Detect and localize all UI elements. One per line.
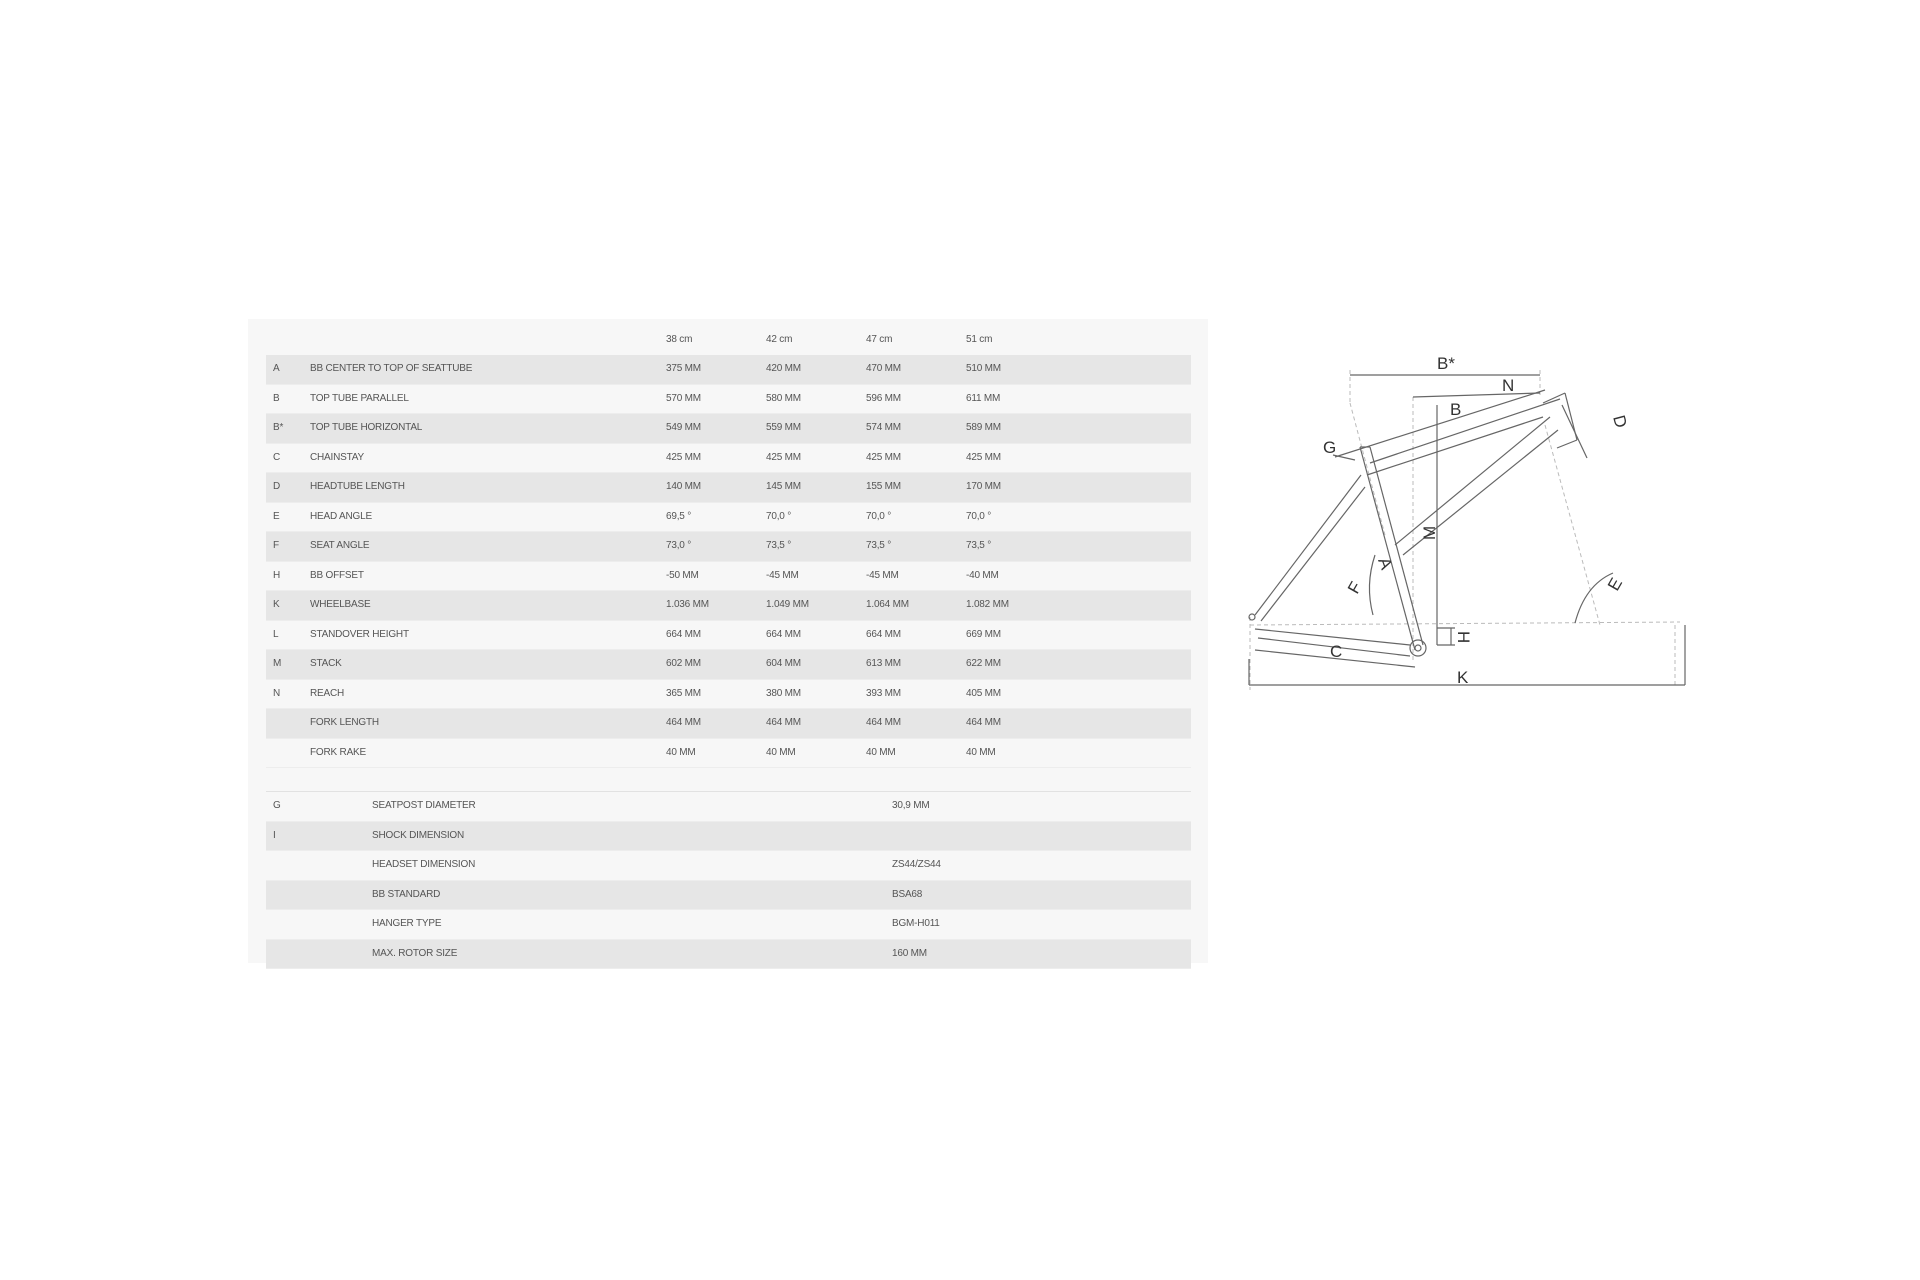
spec-value: 160 MM	[892, 947, 927, 959]
spec-row	[266, 910, 1191, 940]
row-value: 69,5 °	[666, 510, 692, 522]
spec-code: I	[273, 829, 276, 841]
row-label: CHAINSTAY	[310, 451, 364, 463]
row-value: 580 MM	[766, 392, 801, 404]
geometry-row	[266, 355, 1191, 385]
row-value: -40 MM	[966, 569, 999, 581]
row-value: 1.036 MM	[666, 599, 709, 610]
dash-line	[1250, 622, 1680, 625]
row-code: D	[273, 481, 281, 492]
row-value: 40 MM	[966, 746, 996, 758]
row-value: 170 MM	[966, 481, 1001, 492]
row-value: 604 MM	[766, 658, 801, 669]
geometry-row	[266, 591, 1191, 621]
row-label: REACH	[310, 687, 345, 699]
bottom-bracket-axle	[1415, 645, 1421, 651]
row-label: STACK	[310, 658, 342, 669]
row-value: 664 MM	[866, 628, 901, 640]
geometry-row	[266, 650, 1191, 680]
label-d: D	[1609, 413, 1631, 430]
label-b-star: B*	[1437, 354, 1455, 373]
spec-label: HEADSET DIMENSION	[372, 859, 476, 870]
spec-value: BGM-H011	[892, 918, 940, 929]
row-value: 40 MM	[766, 746, 796, 758]
g-leader-line	[1333, 455, 1355, 460]
row-label: WHEELBASE	[310, 599, 371, 610]
row-value: 73,5 °	[966, 540, 992, 551]
row-code: M	[273, 658, 282, 669]
geometry-row	[266, 385, 1191, 415]
row-value: 464 MM	[866, 717, 901, 728]
spec-label: HANGER TYPE	[372, 918, 442, 929]
spec-row	[266, 822, 1191, 852]
seat-tube	[1360, 447, 1415, 650]
row-value: -50 MM	[666, 569, 699, 581]
row-value: 140 MM	[666, 481, 701, 492]
geometry-row	[266, 503, 1191, 533]
geometry-row	[266, 532, 1191, 562]
geometry-row	[266, 621, 1191, 651]
row-value: 73,5 °	[866, 540, 892, 551]
spec-value: BSA68	[892, 888, 923, 900]
f-angle-arc	[1369, 555, 1375, 615]
row-code: C	[273, 451, 281, 463]
row-code: B	[273, 392, 280, 404]
row-value: 40 MM	[666, 746, 696, 758]
row-label: FORK RAKE	[310, 746, 366, 758]
spec-label: BB STANDARD	[372, 888, 441, 900]
row-value: 664 MM	[666, 628, 701, 640]
row-value: 425 MM	[866, 451, 901, 463]
bottom-bracket	[1410, 640, 1426, 656]
row-value: 375 MM	[666, 363, 701, 374]
row-value: 613 MM	[866, 658, 901, 669]
spec-rows	[266, 792, 1191, 969]
row-value: 73,5 °	[766, 540, 792, 551]
row-value: 664 MM	[766, 628, 801, 640]
row-value: -45 MM	[866, 569, 899, 581]
geometry-row	[266, 680, 1191, 710]
row-value: 464 MM	[766, 717, 801, 728]
row-value: 425 MM	[666, 451, 701, 463]
geometry-row	[266, 444, 1191, 474]
row-value: 73,0 °	[666, 540, 692, 551]
label-h: H	[1454, 631, 1473, 644]
row-value: 589 MM	[966, 422, 1001, 433]
row-value: 622 MM	[966, 658, 1001, 669]
row-value: 1.049 MM	[766, 599, 809, 610]
label-n: N	[1502, 376, 1515, 395]
geometry-row	[266, 709, 1191, 739]
row-value: 425 MM	[766, 451, 801, 463]
dash-line	[1545, 425, 1600, 625]
row-label: BB CENTER TO TOP OF SEATTUBE	[310, 363, 473, 374]
size-header: 38 cm	[666, 334, 693, 345]
spec-code: G	[273, 800, 281, 811]
spec-row	[266, 792, 1191, 822]
row-value: 405 MM	[966, 687, 1001, 699]
row-code: B*	[273, 422, 284, 433]
row-value: 70,0 °	[766, 510, 792, 522]
spec-value: 30,9 MM	[892, 800, 930, 811]
geometry-row	[266, 739, 1191, 769]
row-label: BB OFFSET	[310, 569, 364, 581]
geometry-row	[266, 473, 1191, 503]
label-f: F	[1344, 578, 1366, 597]
label-m: M	[1420, 525, 1439, 540]
spec-value: ZS44/ZS44	[892, 859, 941, 870]
row-value: 155 MM	[866, 481, 901, 492]
row-value: 464 MM	[966, 717, 1001, 728]
head-tube	[1557, 440, 1577, 448]
spec-label: SEATPOST DIAMETER	[372, 800, 476, 811]
spec-row	[266, 851, 1191, 881]
size-header: 47 cm	[866, 334, 893, 345]
row-code: N	[273, 687, 281, 699]
label-g: G	[1323, 438, 1337, 457]
row-value: 464 MM	[666, 717, 701, 728]
row-label: HEAD ANGLE	[310, 510, 372, 522]
row-value: 669 MM	[966, 628, 1001, 640]
row-code: H	[273, 569, 281, 581]
row-label: HEADTUBE LENGTH	[310, 481, 405, 492]
size-header-row	[266, 319, 1191, 355]
row-value: 559 MM	[766, 422, 801, 433]
row-code: L	[273, 628, 279, 640]
label-c: C	[1330, 642, 1343, 661]
row-value: 70,0 °	[966, 510, 992, 522]
label-e: E	[1604, 574, 1627, 594]
n-dimension-line	[1413, 393, 1540, 397]
row-value: 470 MM	[866, 363, 901, 374]
geometry-table	[266, 319, 1191, 969]
spec-label: MAX. ROTOR SIZE	[372, 947, 458, 959]
label-k: K	[1457, 668, 1469, 687]
row-value: 420 MM	[766, 363, 801, 374]
label-b: B	[1450, 400, 1462, 419]
frame-geometry-diagram	[1225, 345, 1695, 690]
spec-label: SHOCK DIMENSION	[372, 829, 465, 841]
geometry-row	[266, 562, 1191, 592]
row-value: 570 MM	[666, 392, 701, 404]
label-a: A	[1374, 554, 1396, 573]
row-value: 510 MM	[966, 363, 1001, 374]
row-code: A	[273, 363, 280, 374]
row-value: 1.064 MM	[866, 599, 909, 610]
row-label: STANDOVER HEIGHT	[310, 628, 409, 640]
row-value: 1.082 MM	[966, 599, 1009, 610]
row-value: 549 MM	[666, 422, 701, 433]
row-value: 574 MM	[866, 422, 901, 433]
row-label: TOP TUBE PARALLEL	[310, 392, 409, 404]
spec-row	[266, 881, 1191, 911]
row-label: SEAT ANGLE	[310, 540, 370, 551]
row-value: 380 MM	[766, 687, 801, 699]
row-value: 425 MM	[966, 451, 1001, 463]
seat-stay	[1255, 475, 1361, 615]
row-label: TOP TUBE HORIZONTAL	[310, 422, 423, 433]
row-value: -45 MM	[766, 569, 799, 581]
row-value: 365 MM	[666, 687, 701, 699]
top-tube	[1367, 417, 1543, 475]
row-code: E	[273, 510, 280, 522]
row-code: F	[273, 540, 279, 551]
d-dimension-line	[1562, 405, 1587, 458]
section-divider	[266, 768, 1191, 792]
row-label: FORK LENGTH	[310, 717, 379, 728]
spec-row	[266, 940, 1191, 970]
row-code: K	[273, 599, 280, 610]
geometry-panel	[248, 319, 1208, 963]
geometry-row	[266, 414, 1191, 444]
frame-diagram-svg	[1225, 345, 1695, 690]
dash-line	[1350, 403, 1385, 535]
size-header: 51 cm	[966, 334, 993, 345]
row-value: 602 MM	[666, 658, 701, 669]
row-value: 145 MM	[766, 481, 801, 492]
row-value: 393 MM	[866, 687, 901, 699]
top-tube	[1370, 399, 1560, 463]
seat-stay	[1261, 487, 1365, 621]
row-value: 40 MM	[866, 746, 896, 758]
row-value: 70,0 °	[866, 510, 892, 522]
row-value: 596 MM	[866, 392, 901, 404]
row-value: 611 MM	[966, 392, 1001, 404]
down-tube	[1395, 417, 1550, 545]
geometry-rows	[266, 355, 1191, 768]
size-header: 42 cm	[766, 334, 793, 345]
